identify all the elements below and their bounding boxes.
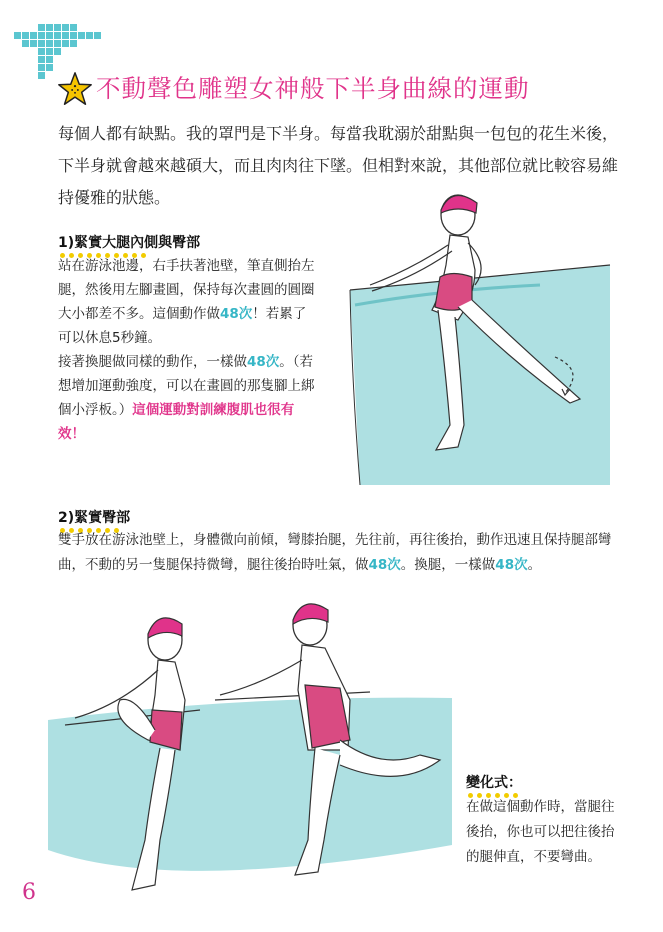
starfish-icon xyxy=(56,70,94,108)
section2-paragraph xyxy=(58,528,618,578)
s2-text-3: 。 xyxy=(527,557,542,573)
intro-paragraph: 每個人都有缺點。我的罩門是下半身。每當我耽溺於甜點與一包包的花生米後，下半身就會越來越碩大，而且肉肉往下墜。但相對來說，其他部位就比較容易維持優雅的狀態。 xyxy=(58,124,619,207)
s1-text-2: ！若累了可以休息5秒鐘。 xyxy=(58,306,307,346)
s2-text-2: 。換腿，一樣做 xyxy=(400,557,496,573)
s1-text-4: 。（若想增加運動強度，可以在畫圓的那隻腳上綁個小浮板。） xyxy=(58,354,315,418)
variation-heading-text: 變化式： xyxy=(466,775,522,791)
s1-text-1: 站在游泳池邊，右手扶著池壁，筆直側抬左腿，然後用左腳畫圓，保持每次畫圓的圓圈大小都差不多。這個動作做 xyxy=(58,258,315,322)
variation-heading xyxy=(466,772,522,792)
s2-count-2: 48次 xyxy=(495,557,528,573)
section2-heading xyxy=(58,507,130,527)
s2-count-1: 48次 xyxy=(368,557,401,573)
s1-text-3: 接著換腿做同樣的動作，一樣做 xyxy=(58,354,247,370)
pool-side-leg-circle-illustration xyxy=(340,185,620,485)
pool-wall-leg-lift-illustration xyxy=(40,600,460,910)
s1-count-1: 48次 xyxy=(220,306,253,322)
page-number: 6 xyxy=(22,880,36,905)
section1-heading xyxy=(58,232,200,252)
section1-heading-text: 1)緊實大腿內側與臀部 xyxy=(58,235,201,251)
s1-pink-note: 這個運動對訓練腹肌也很有效！ xyxy=(58,402,295,442)
s1-count-2: 48次 xyxy=(247,354,280,370)
section2-heading-text: 2)緊實臀部 xyxy=(58,510,131,526)
s2-text-1: 雙手放在游泳池壁上，身體微向前傾，彎膝抬腿，先往前，再往後抬，動作迅速且保持腿部彎曲，不動的另一隻腿保持微彎，腿往後抬時吐氣，做 xyxy=(58,532,612,573)
variation-text: 在做這個動作時，當腿往後抬，你也可以把往後抬的腿伸直，不要彎曲。 xyxy=(466,799,615,865)
page-title: 不動聲色雕塑女神般下半身曲線的運動 xyxy=(96,74,530,103)
section1-paragraph xyxy=(58,254,318,446)
